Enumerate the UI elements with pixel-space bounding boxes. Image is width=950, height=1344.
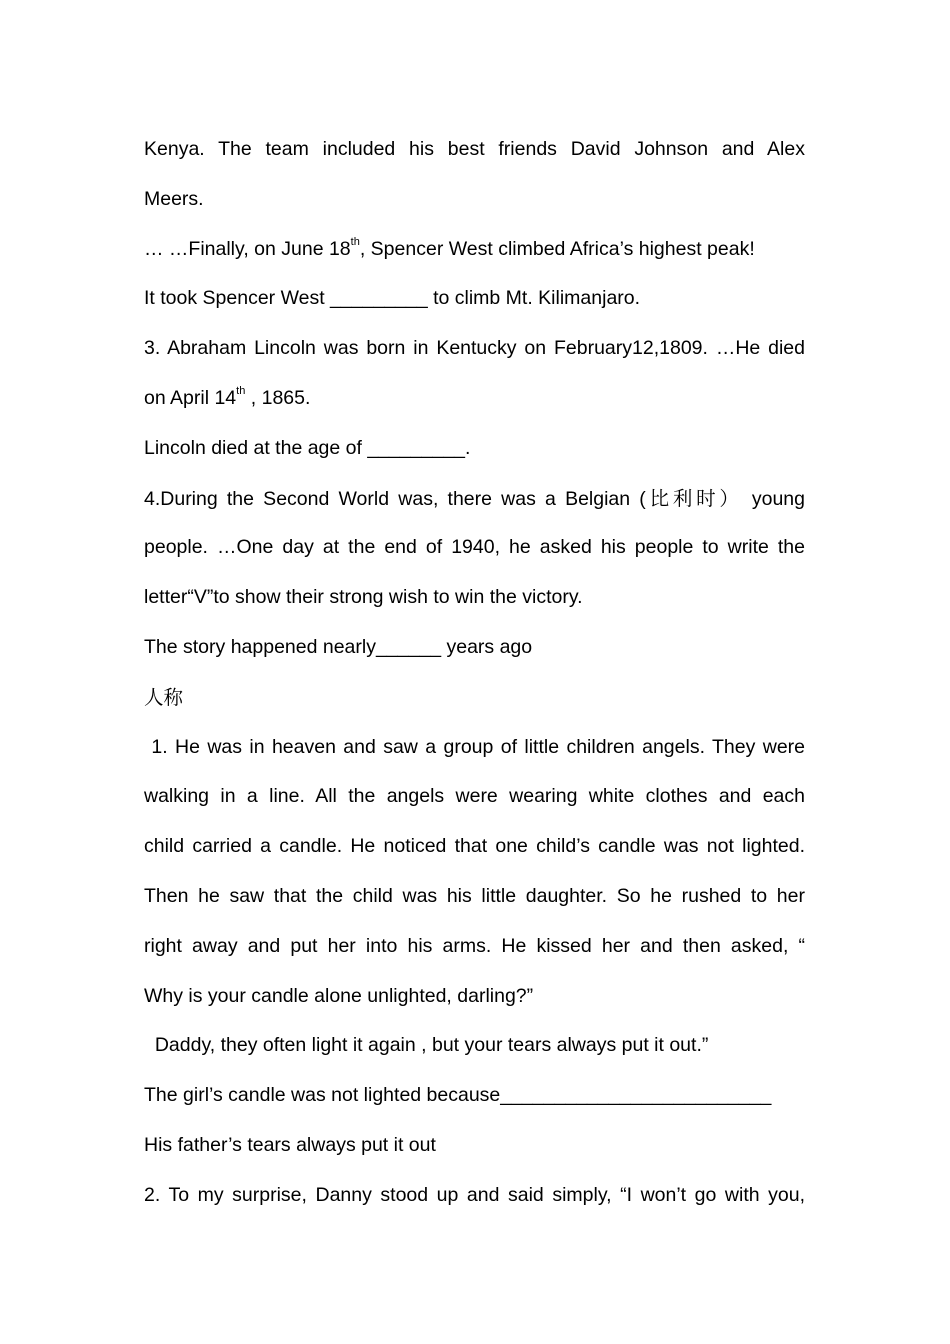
text-line: walking in a line. All the angels were wearing white clothes and each bbox=[144, 785, 805, 808]
document-page bbox=[144, 125, 805, 1221]
text-line: right away and put her into his arms. He kissed her and then asked, “ bbox=[144, 934, 805, 957]
text-line: Why is your candle alone unlighted, darling?” bbox=[144, 984, 534, 1007]
question-line: The story happened nearly______ years ago bbox=[144, 635, 533, 658]
text-line: … …Finally, on June 18th, Spencer West climbed Africa’s highest peak! bbox=[144, 236, 755, 260]
text-line: 4.During the Second World was, there was a Belgian (比利时） young bbox=[144, 486, 805, 510]
answer-line: His father’s tears always put it out bbox=[144, 1133, 436, 1156]
question-line: It took Spencer West _________ to climb Mt. Kilimanjaro. bbox=[144, 287, 641, 310]
text-line: Daddy, they often light it again , but your tears always put it out.” bbox=[144, 1034, 709, 1057]
text-line: 3. Abraham Lincoln was born in Kentucky on February12,1809. …He died bbox=[144, 337, 805, 360]
text-line: Meers. bbox=[144, 187, 204, 210]
text-line: Kenya. The team included his best friends David Johnson and Alex bbox=[144, 138, 805, 160]
question-line: Lincoln died at the age of _________. bbox=[144, 436, 471, 459]
text-line: child carried a candle. He noticed that one child’s candle was not lighted. bbox=[144, 835, 805, 858]
question-line: The girl’s candle was not lighted because_________________________ bbox=[144, 1084, 772, 1107]
superscript: th bbox=[350, 236, 360, 249]
section-heading: 人称 bbox=[144, 685, 184, 709]
text-line: letter“V”to show their strong wish to win the victory. bbox=[144, 586, 583, 609]
text-line: 1. He was in heaven and saw a group of little children angels. They were bbox=[144, 735, 805, 758]
text-line: Then he saw that the child was his little daughter. So he rushed to her bbox=[144, 884, 805, 907]
text-line: people. …One day at the end of 1940, he asked his people to write the bbox=[144, 536, 805, 559]
text-line: on April 14th , 1865. bbox=[144, 385, 311, 409]
superscript: th bbox=[236, 385, 246, 398]
text-line: 2. To my surprise, Danny stood up and said simply, “I won’t go with you, bbox=[144, 1183, 805, 1206]
